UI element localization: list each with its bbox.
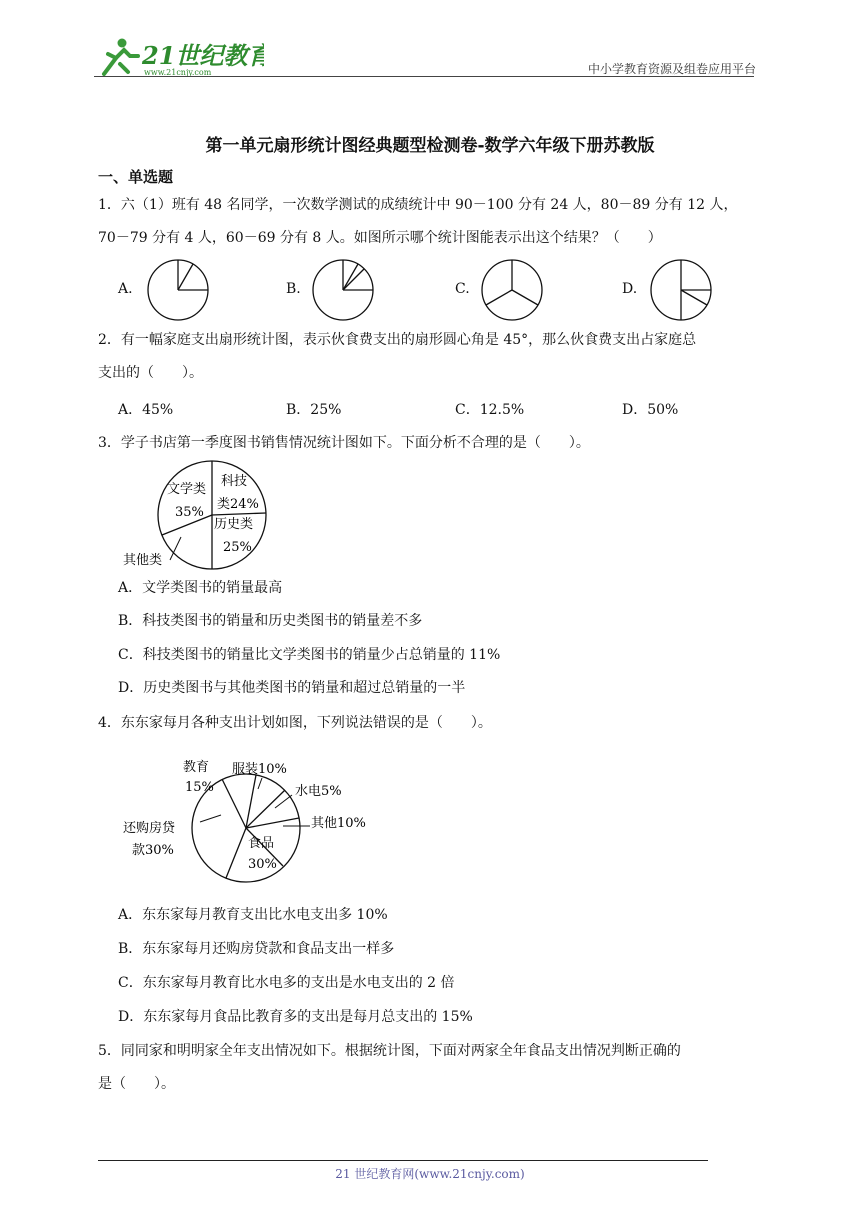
q4-option-c: C．东东家每月教育比水电多的支出是水电支出的 2 倍 — [118, 975, 455, 991]
q4-label-jiaoyu: 教育 — [183, 760, 210, 775]
q5-stem-line2: 是（ ）。 — [98, 1076, 175, 1092]
q1-option-d-label: D. — [622, 281, 638, 297]
q4-stem: 4．东东家每月各种支出计划如图，下列说法错误的是（ ）。 — [98, 715, 492, 731]
section-heading: 一、单选题 — [98, 168, 174, 186]
q4-option-a: A．东东家每月教育支出比水电支出多 10% — [118, 907, 388, 923]
q2-stem-line2: 支出的（ ）。 — [98, 365, 203, 381]
q1-stem-line2: 70－79 分有 4 人，60－69 分有 8 人。如图所示哪个统计图能表示出这个结果？（ ） — [98, 230, 662, 246]
footer-divider — [98, 1160, 708, 1161]
q4-label-huankuan-pct: 款30% — [132, 843, 174, 858]
q1-option-a-label: A. — [118, 281, 133, 297]
header-divider — [94, 76, 754, 77]
q1-stem-line1: 1．六（1）班有 48 名同学，一次数学测试的成绩统计中 90－100 分有 24 人，80－89 分有 12 人， — [98, 197, 738, 213]
q4-pie-chart — [115, 750, 395, 885]
q3-label-lishi: 历史类 — [214, 517, 254, 532]
q4-option-b: B．东东家每月还购房贷款和食品支出一样多 — [118, 941, 395, 957]
q3-option-a: A．文学类图书的销量最高 — [118, 580, 283, 596]
q1-pie-b — [311, 258, 375, 322]
q4-label-huankuan: 还购房贷 — [123, 821, 176, 836]
site-logo — [94, 34, 264, 78]
q4-label-fuzhuang: 服装10% — [232, 762, 287, 777]
page-title: 第一单元扇形统计图经典题型检测卷-数学六年级下册苏教版 — [205, 136, 655, 156]
q4-label-shipin-pct: 30% — [248, 857, 277, 872]
q2-option-c: C．12.5% — [455, 402, 525, 418]
runner-icon — [104, 39, 138, 75]
q3-option-b: B．科技类图书的销量和历史类图书的销量差不多 — [118, 613, 423, 629]
q4-label-qita: 其他10% — [311, 816, 366, 831]
q2-option-a: A．45% — [118, 402, 174, 418]
q2-option-b: B．25% — [286, 402, 342, 418]
q4-label-shipin: 食品 — [248, 836, 275, 851]
q1-pie-c — [480, 258, 544, 322]
logo-url: www.21cnjy.com — [144, 68, 212, 77]
q2-stem-line1: 2．有一幅家庭支出扇形统计图，表示伙食费支出的扇形圆心角是 45°，那么伙食费支出占家庭总 — [98, 332, 697, 348]
header-platform-text: 中小学教育资源及组卷应用平台 — [587, 62, 756, 76]
q1-option-c-label: C. — [455, 281, 470, 297]
q5-stem-line1: 5．同同家和明明家全年支出情况如下。根据统计图，下面对两家全年食品支出情况判断正确的 — [98, 1043, 681, 1059]
logo-text: 21世纪教育 — [142, 41, 264, 70]
q2-option-d: D．50% — [622, 402, 679, 418]
q3-label-wenxue: 文学类 — [167, 482, 207, 497]
q3-option-c: C．科技类图书的销量比文学类图书的销量少占总销量的 11% — [118, 647, 501, 663]
q4-label-shuidian: 水电5% — [295, 784, 342, 799]
q3-label-keji-pct: 类24% — [217, 497, 259, 512]
footer-text: 21 世纪教育网(www.21cnjy.com) — [335, 1167, 525, 1181]
q3-label-lishi-pct: 25% — [223, 540, 252, 555]
q3-label-qita: 其他类 — [123, 553, 163, 568]
q3-option-d: D．历史类图书与其他类图书的销量和超过总销量的一半 — [118, 680, 466, 696]
q1-pie-a — [146, 258, 210, 322]
q4-option-d: D．东东家每月食品比教育多的支出是每月总支出的 15% — [118, 1009, 473, 1025]
q1-option-b-label: B. — [286, 281, 301, 297]
q3-label-wenxue-pct: 35% — [175, 505, 204, 520]
q3-pie-chart — [115, 458, 285, 573]
q3-stem: 3．学子书店第一季度图书销售情况统计图如下。下面分析不合理的是（ ）。 — [98, 435, 590, 451]
q4-label-jiaoyu-pct: 15% — [185, 780, 214, 795]
q1-pie-d — [649, 258, 713, 322]
q3-label-keji: 科技 — [221, 474, 248, 489]
